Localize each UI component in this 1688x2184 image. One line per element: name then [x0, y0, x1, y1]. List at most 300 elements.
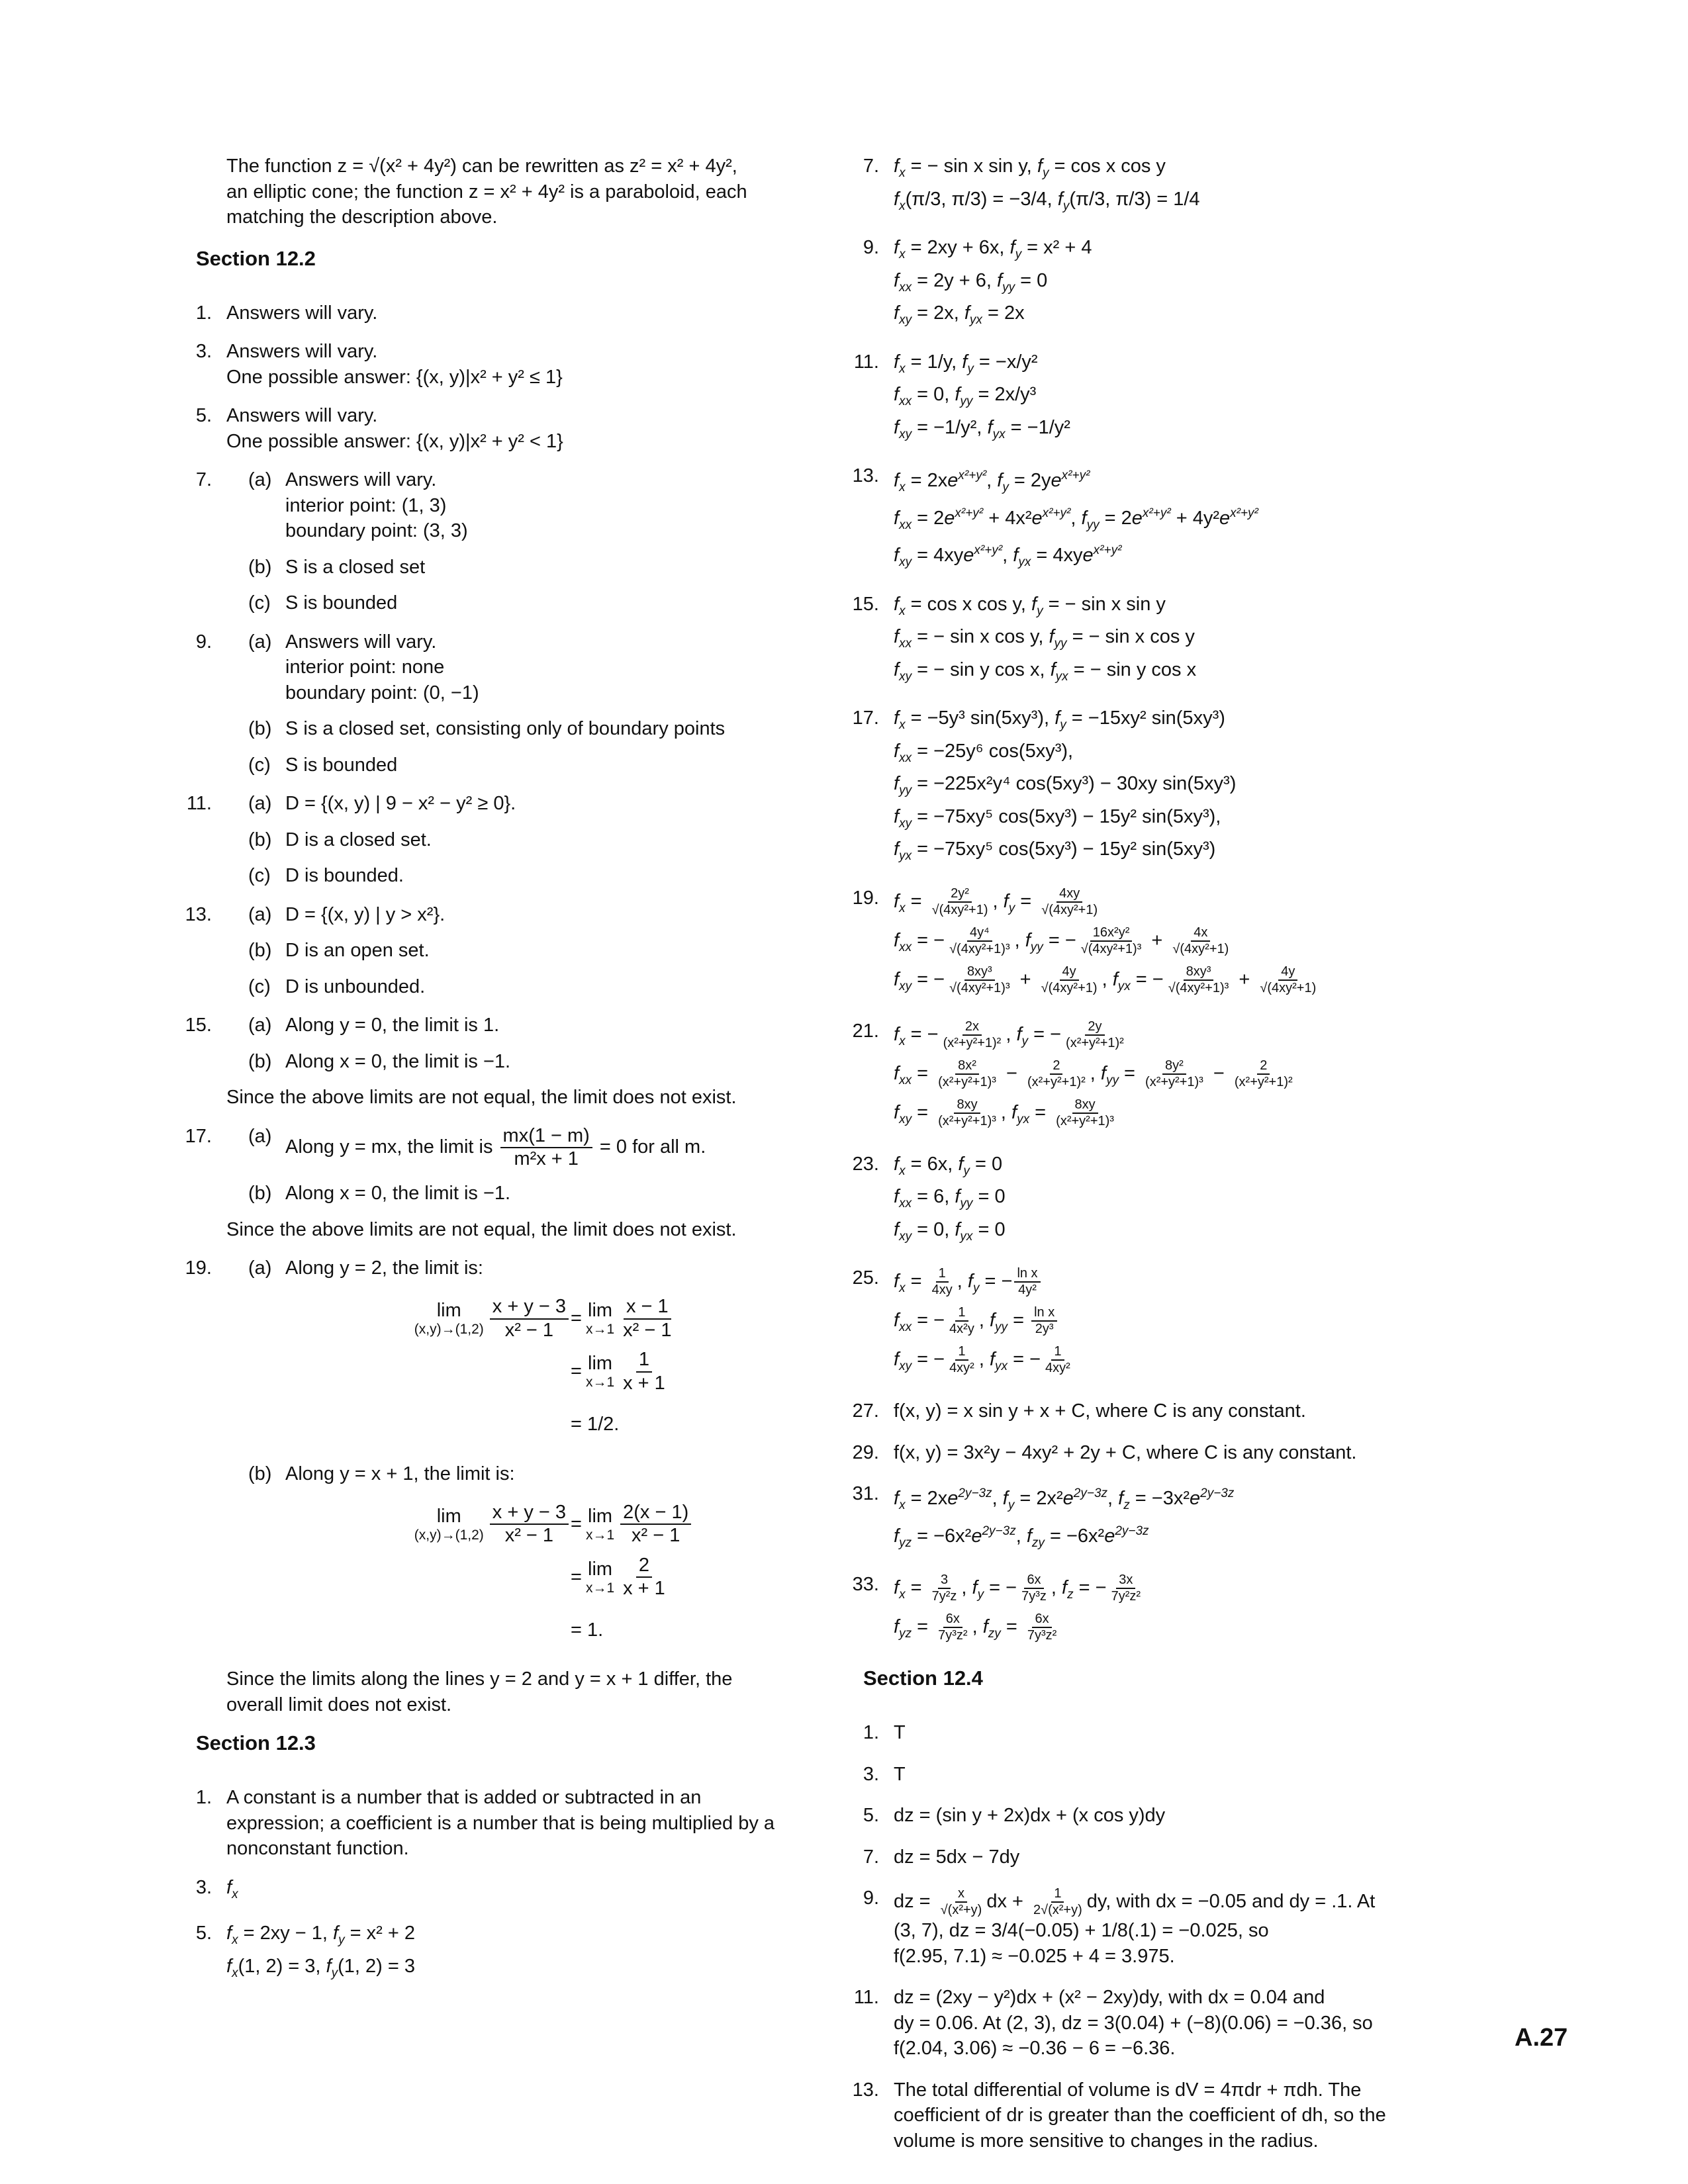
- math-text: Along x = 0, the limit is −1.: [285, 1050, 511, 1072]
- symbol-subscript: yx: [1117, 979, 1131, 993]
- fraction: [1025, 1612, 1059, 1643]
- text-line: [285, 493, 809, 519]
- fraction-numerator: x − 1: [624, 1296, 671, 1319]
- math-text: = 2x,: [912, 302, 964, 324]
- symbol-base: f: [894, 659, 900, 680]
- symbol-exponent: 2y−3z: [958, 1486, 992, 1500]
- math-text: S is a closed set: [285, 556, 426, 578]
- math-text: = −6x²: [912, 1525, 972, 1547]
- fraction-numerator: 1: [1051, 1344, 1064, 1361]
- math-text: = −75xy⁵ cos(5xy³) − 15y² sin(5xy³): [912, 839, 1216, 860]
- math-text: ,: [986, 470, 998, 491]
- symbol-base: e: [947, 470, 959, 491]
- limit-approach: x→1: [585, 1375, 615, 1390]
- text-line: [285, 1049, 809, 1075]
- math-text: ,: [978, 1349, 990, 1370]
- math-text: =: [905, 1271, 927, 1292]
- math-text: = −: [912, 968, 945, 990]
- text-line: [226, 365, 809, 390]
- symbol-exponent: x²+y²: [1042, 506, 1071, 520]
- fraction-denominator: √(4xy²+1)³: [1168, 980, 1229, 995]
- math-text: = 2x: [905, 1488, 948, 1509]
- fraction-numerator: x + y − 3: [490, 1296, 569, 1319]
- subscripted-symbol: [997, 269, 1015, 295]
- subscripted-symbol: [1016, 1023, 1029, 1048]
- answer-subpart: [226, 1255, 809, 1448]
- answer-number: 9.: [195, 631, 212, 653]
- subscripted-symbol: [1049, 626, 1067, 651]
- math-text: = 1/y,: [905, 351, 962, 373]
- answer-number: 13.: [852, 2079, 879, 2101]
- answer-number: 31.: [852, 1483, 879, 1504]
- answer-number: 1.: [195, 1787, 212, 1809]
- symbol-exponent: 2y−3z: [982, 1524, 1016, 1538]
- symbol-base: f: [894, 773, 900, 794]
- derivation-rhs: [571, 1349, 809, 1395]
- symbol-base: f: [894, 384, 900, 405]
- math-text: = 2x²: [1014, 1488, 1063, 1509]
- fraction: [941, 1019, 1004, 1051]
- subscripted-symbol: [1025, 929, 1043, 954]
- math-text: = x² + 2: [344, 1923, 415, 1944]
- answer-subpart: [226, 467, 809, 544]
- math-text: T: [894, 1763, 906, 1785]
- symbol-subscript: z: [1123, 1498, 1130, 1512]
- section-heading: Section 12.4: [863, 1666, 983, 1690]
- symbol-subscript: xx: [899, 1197, 912, 1210]
- answer-number: 19.: [185, 1257, 212, 1279]
- fraction: [929, 1572, 960, 1604]
- symbol-subscript: xy: [899, 669, 912, 684]
- text-line: [226, 429, 809, 455]
- subscripted-symbol: [958, 1153, 970, 1178]
- text-line: [285, 752, 809, 778]
- answer-item: [863, 1844, 1489, 1870]
- text-line: [894, 837, 1489, 870]
- text-line: [285, 655, 809, 680]
- subscripted-symbol: [989, 1349, 1008, 1373]
- math-text: (π/3, π/3) = −3/4,: [905, 188, 1058, 210]
- fraction-numerator: ln x: [1014, 1266, 1040, 1283]
- symbol-base: f: [894, 237, 900, 258]
- fraction-numerator: 8x²: [955, 1058, 979, 1075]
- fraction-numerator: 6x: [1024, 1572, 1043, 1589]
- math-text: = x² + 4: [1021, 237, 1092, 258]
- symbol-base: f: [955, 1186, 961, 1207]
- symbol-exponent: x²+y²: [1230, 506, 1258, 520]
- symbol-subscript: x: [899, 199, 906, 213]
- fraction-numerator: 16x²y²: [1090, 925, 1133, 942]
- answer-number: 13.: [852, 465, 879, 486]
- symbol-subscript: x: [899, 604, 906, 618]
- text-line: [894, 1265, 1489, 1304]
- derivation-rhs: [571, 1607, 809, 1653]
- math-text: ,: [1002, 545, 1013, 566]
- subscripted-symbol: [894, 659, 912, 684]
- text-line: [894, 1944, 1489, 1970]
- math-text: One possible answer: {(x, y)|x² + y² ≤ 1}: [226, 366, 563, 388]
- text-line: [894, 1398, 1489, 1424]
- subscripted-symbol: [894, 968, 912, 993]
- symbol-subscript: yy: [1030, 940, 1043, 954]
- math-text: Along y = 2, the limit is:: [285, 1257, 483, 1279]
- text-line: [894, 463, 1489, 501]
- text-line: [285, 590, 809, 616]
- symbol-base: f: [1050, 659, 1056, 680]
- answer-item: [195, 467, 809, 616]
- fraction-numerator: 3: [938, 1572, 951, 1589]
- answer-number: 17.: [185, 1125, 212, 1147]
- text-line: [894, 2128, 1489, 2154]
- subscripted-symbol: [894, 839, 912, 863]
- text-line: [894, 2103, 1489, 2128]
- answer-item: [852, 1572, 1489, 1650]
- symbol-subscript: x: [899, 166, 906, 180]
- answer-item: [852, 463, 1489, 576]
- symbol-base: f: [894, 470, 900, 491]
- math-text: Along x = 0, the limit is −1.: [285, 1183, 511, 1205]
- subpart-label: (a): [248, 631, 272, 653]
- symbol-subscript: x: [899, 1281, 906, 1295]
- symbol-subscript: x: [899, 718, 906, 732]
- symbol-base: e: [947, 1488, 959, 1509]
- subpart-label: (a): [248, 793, 272, 814]
- answer-number: 23.: [852, 1153, 879, 1175]
- limit-operator: [586, 1353, 614, 1390]
- text-line: [226, 179, 809, 205]
- math-text: dy, with dx = −0.05 and dy = .1. At: [1086, 1891, 1376, 1912]
- math-text: The function z = √(x² + 4y²) can be rewritten as z² = x² + 4y²,: [226, 156, 737, 177]
- math-text: + 4x²: [983, 507, 1032, 529]
- math-text: = −: [1130, 968, 1164, 990]
- text-line: [226, 1836, 809, 1862]
- symbol-subscript: xx: [899, 751, 912, 765]
- answer-item: [863, 235, 1489, 334]
- answer-item: [863, 1803, 1489, 1829]
- math-text: =: [571, 1308, 582, 1330]
- math-text: A constant is a number that is added or subtracted in an: [226, 1787, 702, 1809]
- text-line: [285, 1013, 809, 1038]
- symbol-subscript: yy: [960, 1197, 973, 1210]
- text-line: [894, 415, 1489, 448]
- subscripted-symbol: [1002, 1488, 1015, 1512]
- text-line: [894, 1343, 1489, 1383]
- math-text: ,: [961, 1577, 972, 1598]
- answer-number: 9.: [863, 1888, 879, 1909]
- fraction-denominator: 7y³z²: [938, 1628, 968, 1643]
- fraction-denominator: x² − 1: [632, 1525, 680, 1547]
- exponential: [971, 1525, 1015, 1547]
- subscripted-symbol: [894, 1577, 906, 1602]
- exponential: [1051, 470, 1090, 491]
- symbol-subscript: xy: [899, 979, 912, 993]
- text-line: [894, 349, 1489, 383]
- symbol-base: e: [1219, 507, 1231, 529]
- text-line: [285, 827, 809, 853]
- math-text: Since the above limits are not equal, the limit does not exist.: [226, 1218, 737, 1240]
- symbol-subscript: y: [977, 1588, 984, 1602]
- answer-number: 1.: [863, 1722, 879, 1743]
- answer-number: 15.: [852, 593, 879, 615]
- answer-subpart: [226, 938, 809, 964]
- subpart-label: (a): [248, 1015, 272, 1036]
- left-column: [185, 154, 809, 1999]
- math-text: = −: [979, 1271, 1013, 1292]
- math-text: = 2y + 6,: [912, 269, 998, 291]
- math-text: +: [1014, 968, 1037, 990]
- math-text: ,: [992, 890, 1004, 912]
- answer-item: [185, 1013, 809, 1111]
- fraction-denominator: 7y²z²: [1111, 1589, 1141, 1604]
- text-line: [894, 382, 1489, 415]
- symbol-subscript: xx: [899, 394, 912, 408]
- answer-subpart: [226, 752, 809, 778]
- symbol-exponent: x²+y²: [1093, 543, 1122, 557]
- answer-number: 7.: [195, 469, 212, 490]
- answer-item: [195, 1921, 809, 1986]
- subscripted-symbol: [894, 416, 912, 441]
- limit-word: lim: [436, 1300, 461, 1322]
- symbol-subscript: x: [899, 248, 906, 261]
- answer-number: 1.: [195, 302, 212, 324]
- fraction-numerator: 2(x − 1): [620, 1502, 691, 1525]
- math-text: ,: [1102, 968, 1113, 990]
- fraction: [1257, 964, 1319, 996]
- fraction-denominator: 4x²y: [949, 1322, 974, 1337]
- symbol-base: e: [971, 1525, 982, 1547]
- fraction-denominator: (x²+y²+1)³: [938, 1074, 996, 1089]
- text-line: [894, 1611, 1489, 1650]
- symbol-base: f: [1062, 1577, 1068, 1598]
- math-text: dz =: [894, 1891, 936, 1912]
- symbol-subscript: yy: [960, 394, 973, 408]
- fraction-denominator: 4y²: [1018, 1283, 1037, 1298]
- text-line: [285, 938, 809, 964]
- limit-operator: [414, 1506, 484, 1543]
- symbol-subscript: xx: [899, 1320, 912, 1334]
- answer-subpart: [226, 1013, 809, 1038]
- fraction: [1025, 1058, 1088, 1090]
- symbol-subscript: y: [338, 1933, 345, 1948]
- text-line: [226, 1785, 809, 1811]
- math-text: = 0: [972, 1186, 1006, 1207]
- symbol-exponent: x²+y²: [1061, 469, 1090, 482]
- subscripted-symbol: [1055, 707, 1066, 732]
- fraction-numerator: 8xy: [954, 1097, 980, 1114]
- subscripted-symbol: [894, 384, 912, 408]
- symbol-subscript: xy: [899, 555, 912, 569]
- symbol-subscript: yx: [899, 849, 912, 863]
- fraction: [1039, 886, 1100, 918]
- fraction-denominator: (x²+y²+1)²: [1066, 1035, 1124, 1050]
- math-text: = 0,: [912, 384, 955, 405]
- symbol-base: f: [972, 1577, 978, 1598]
- limit-operator: [586, 1559, 614, 1596]
- text-line: [894, 624, 1489, 657]
- subscripted-symbol: [894, 470, 906, 494]
- text-line: [894, 1572, 1489, 1611]
- fraction: [490, 1296, 569, 1342]
- exponential: [1190, 1488, 1234, 1509]
- subscripted-symbol: [333, 1923, 345, 1948]
- subscripted-symbol: [894, 302, 912, 327]
- symbol-exponent: x²+y²: [1142, 506, 1171, 520]
- subpart-label: (a): [248, 1257, 272, 1279]
- limit-word: lim: [588, 1558, 613, 1580]
- subscripted-symbol: [894, 1310, 912, 1334]
- subscripted-symbol: [894, 1271, 906, 1295]
- fraction-numerator: 8xy³: [1184, 964, 1214, 981]
- fraction-denominator: √(4xy²+1): [1260, 980, 1317, 995]
- symbol-base: f: [894, 302, 900, 324]
- limit-approach: (x,y)→(1,2): [414, 1322, 484, 1338]
- math-text: = cos x cos y: [1049, 156, 1166, 177]
- answer-item: [852, 1019, 1489, 1136]
- symbol-subscript: y: [1060, 718, 1066, 732]
- symbol-subscript: yy: [1054, 637, 1067, 651]
- symbol-base: f: [1013, 545, 1019, 566]
- intro-paragraph: [226, 154, 809, 230]
- fraction-denominator: √(4xy²+1)³: [949, 980, 1010, 995]
- fraction-denominator: x + 1: [623, 1578, 665, 1600]
- limit-approach: (x,y)→(1,2): [414, 1527, 484, 1543]
- symbol-base: f: [326, 1955, 332, 1977]
- subscripted-symbol: [894, 269, 912, 295]
- exponential: [1063, 1488, 1107, 1509]
- symbol-subscript: xx: [899, 1073, 912, 1087]
- symbol-base: f: [894, 1218, 900, 1240]
- subscripted-symbol: [1118, 1488, 1130, 1512]
- fraction: [1019, 1572, 1049, 1604]
- text-line: [285, 1124, 809, 1171]
- subscripted-symbol: [226, 1876, 238, 1901]
- subscripted-symbol: [226, 1955, 238, 1980]
- text-line: [894, 771, 1489, 804]
- math-text: = 2x/y³: [972, 384, 1037, 405]
- subscripted-symbol: [894, 1101, 912, 1126]
- subscripted-symbol: [894, 156, 906, 180]
- fraction: [620, 1349, 668, 1394]
- symbol-base: f: [894, 1488, 900, 1509]
- math-text: D = {(x, y) | 9 − x² − y² ≥ 0}.: [285, 793, 516, 814]
- text-line: [894, 1481, 1489, 1519]
- subscripted-symbol: [894, 1525, 912, 1550]
- fraction-denominator: (x²+y²+1)²: [943, 1035, 1002, 1050]
- math-text: ,: [972, 1616, 983, 1637]
- fraction-numerator: 6x: [1032, 1612, 1051, 1628]
- fraction: [1166, 964, 1232, 996]
- math-text: Answers will vary.: [226, 405, 378, 426]
- symbol-base: f: [894, 545, 900, 566]
- answer-item: [852, 2077, 1489, 2154]
- symbol-base: f: [1049, 626, 1055, 647]
- math-text: volume is more sensitive to changes in the radius.: [894, 2130, 1319, 2152]
- fraction-numerator: 4y⁴: [967, 925, 992, 942]
- exponential: [947, 1488, 992, 1509]
- symbol-subscript: zy: [988, 1627, 1001, 1641]
- symbol-base: f: [1003, 890, 1009, 912]
- symbol-base: f: [955, 1218, 961, 1240]
- symbol-base: e: [1062, 1488, 1074, 1509]
- symbol-subscript: y: [1008, 901, 1015, 915]
- text-line: [894, 964, 1489, 1003]
- math-text: = −75xy⁵ cos(5xy³) − 15y² sin(5xy³),: [912, 805, 1221, 827]
- fraction: [1170, 925, 1231, 957]
- fraction: [490, 1502, 569, 1547]
- math-text: D is unbounded.: [285, 976, 426, 997]
- subpart-label: (a): [248, 903, 272, 925]
- math-text: nonconstant function.: [226, 1838, 409, 1860]
- subscripted-symbol: [962, 351, 974, 376]
- text-line: [894, 1762, 1489, 1788]
- symbol-base: f: [997, 470, 1003, 491]
- symbol-base: f: [333, 1923, 339, 1944]
- symbol-subscript: x: [899, 480, 906, 494]
- math-text: = −: [912, 929, 945, 951]
- symbol-subscript: xy: [899, 816, 912, 831]
- text-line: [226, 1811, 809, 1837]
- text-line: [894, 538, 1489, 576]
- symbol-base: f: [1037, 156, 1043, 177]
- text-line: [894, 1440, 1489, 1466]
- symbol-subscript: x: [899, 1034, 906, 1048]
- fraction-denominator: √(x²+y): [940, 1903, 982, 1918]
- symbol-base: f: [894, 929, 900, 951]
- subscripted-symbol: [989, 1310, 1008, 1334]
- subscripted-symbol: [1100, 1062, 1119, 1087]
- symbol-subscript: y: [331, 1966, 338, 1980]
- symbol-subscript: xy: [899, 1112, 912, 1126]
- derivation-lhs: [372, 1349, 571, 1395]
- math-text: = −: [912, 1310, 945, 1331]
- symbol-subscript: yz: [899, 1627, 912, 1641]
- symbol-subscript: yx: [1017, 1112, 1030, 1126]
- section-heading: Section 12.2: [196, 246, 316, 270]
- fraction-numerator: 1: [1051, 1886, 1064, 1903]
- symbol-base: e: [963, 545, 974, 566]
- exponential: [1031, 508, 1070, 529]
- symbol-subscript: x: [899, 361, 906, 376]
- fraction-denominator: √(4xy²+1): [1172, 941, 1229, 956]
- subscripted-symbol: [894, 626, 912, 651]
- answer-item: [852, 1152, 1489, 1250]
- text-line: [894, 1985, 1489, 2011]
- symbol-subscript: y: [1002, 480, 1009, 494]
- symbol-base: f: [894, 1101, 900, 1123]
- answer-item: [185, 1255, 809, 1717]
- subscripted-symbol: [894, 707, 906, 732]
- answer-number: 27.: [852, 1400, 879, 1422]
- limit-operator: [414, 1300, 484, 1337]
- text-line: [894, 1217, 1489, 1250]
- text-line: [226, 1692, 809, 1718]
- fraction-denominator: √(4xy²+1): [1041, 902, 1098, 917]
- subscripted-symbol: [967, 1271, 980, 1295]
- subscripted-symbol: [972, 1577, 984, 1602]
- fraction-denominator: √(4xy²+1): [931, 902, 988, 917]
- symbol-subscript: z: [1067, 1588, 1074, 1602]
- math-text: = 2: [1099, 507, 1132, 529]
- subscripted-symbol: [1062, 1577, 1074, 1602]
- text-line: [226, 1085, 809, 1111]
- subscripted-symbol: [955, 1186, 973, 1210]
- math-text: overall limit does not exist.: [226, 1694, 452, 1715]
- exponential: [963, 545, 1002, 566]
- subscripted-symbol: [1011, 1101, 1030, 1126]
- math-text: =: [905, 890, 927, 912]
- symbol-subscript: xx: [899, 280, 912, 295]
- answer-number: 3.: [863, 1763, 879, 1785]
